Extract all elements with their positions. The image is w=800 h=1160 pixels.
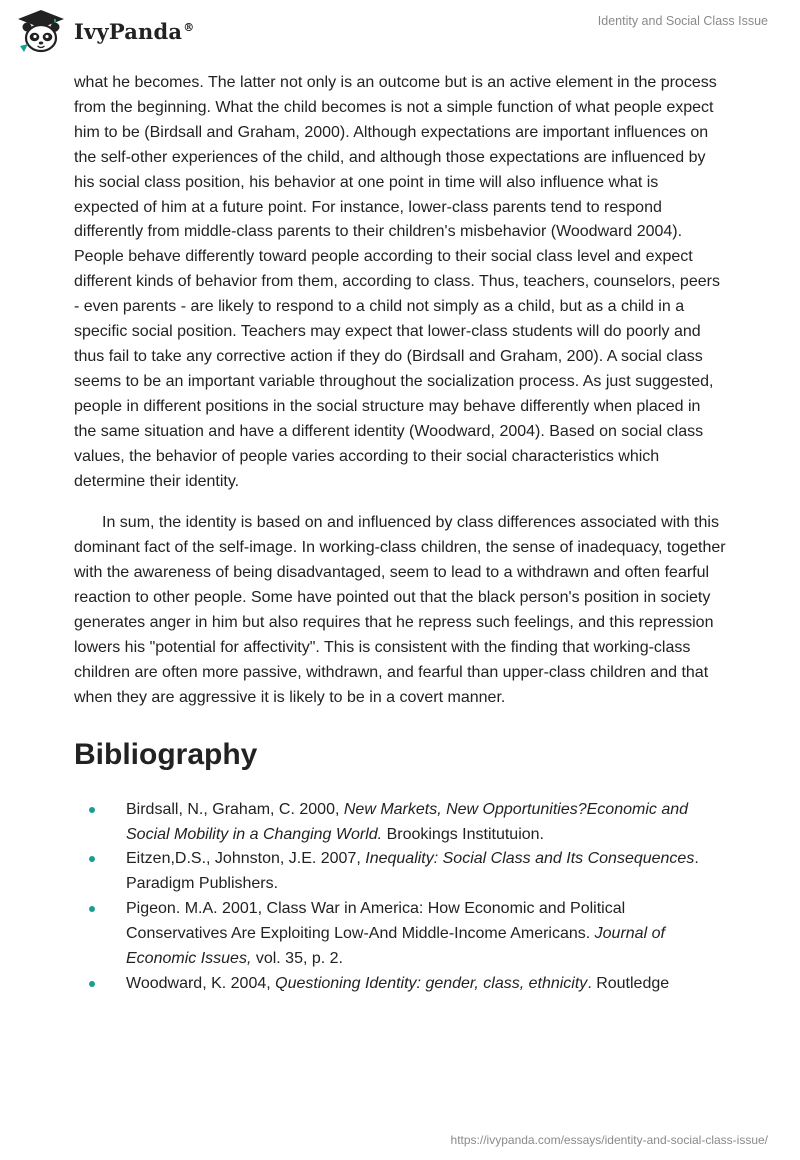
essay-paragraph: what he becomes. The latter not only is an outcome but is an active element in the process from the beginning. What the child becomes is not a simple function of what people expect him to be (Birdsall and Graham, 2000). Although expectations are important influences on the self-other experiences of the child, and although those expectations are influenced by his social class position, his behavior at one point in time will also influence what is expected of him at a future point. For instance, lower-class parents tend to respond differently from middle-class parents to their children's misbehavior (Woodward 2004). People behave differently toward people according to their social class level and expect different kinds of behavior from them, according to class. Thus, teachers, counselors, peers - even parents - are likely to respond to a child not simply as a child, but as a child in a specific social position. Teachers may expect that lower-class students will do poorly and thus fail to take any corrective action if they do (Birdsall and Graham, 200). A social class seems to be an important variable throughout the socialization process. As just suggested, people in different positions in the social structure may behave differently when placed in the same situation and have a different identity (Woodward, 2004). Based on social class values, the behavior of people varies according to their social characteristics which determine their identity. — [74, 74, 720, 490]
bibliography-item: Birdsall, N., Graham, C. 2000, New Markets, New Opportunities?Economic and Social Mobility in a Changing World. Brookings Institutuion. — [74, 798, 726, 848]
bullet-icon — [89, 807, 95, 813]
bullet-icon — [89, 981, 95, 987]
panda-graduate-icon — [14, 8, 68, 54]
bibliography-list — [74, 798, 726, 997]
bibliography-item: Pigeon. M.A. 2001, Class War in America: How Economic and Political Conservatives Are Exploiting Low-And Middle-Income Americans. Journal of Economic Issues, vol. 35, p. 2. — [74, 897, 726, 972]
bibliography-item: Eitzen,D.S., Johnston, J.E. 2007, Inequality: Social Class and Its Consequences. Paradigm Publishers. — [74, 847, 726, 897]
essay-paragraph: In sum, the identity is based on and influenced by class differences associated with this dominant fact of the self-image. In working-class children, the sense of inadequacy, together with the awareness of being disadvantaged, seem to lead to a withdrawn and often fearful reaction to other people. Some have pointed out that the black person's position in society generates anger in him but also requires that he repress such feelings, and this repression lowers his "potential for affectivity". This is consistent with the finding that working-class children are often more passive, withdrawn, and fearful than upper-class children and that when they are aggressive it is likely to be in a covert manner. — [74, 514, 726, 706]
essay-body — [74, 71, 726, 997]
document-title: Identity and Social Class Issue — [597, 14, 768, 28]
page-header — [0, 0, 800, 70]
bullet-icon — [89, 906, 95, 912]
bibliography-heading: Bibliography — [74, 737, 258, 771]
bibliography-item: Woodward, K. 2004, Questioning Identity: gender, class, ethnicity. Routledge — [74, 972, 726, 997]
logo-text: IvyPanda® — [74, 18, 195, 44]
ivypanda-logo[interactable] — [14, 8, 194, 54]
bullet-icon — [89, 856, 95, 862]
source-url-link[interactable]: https://ivypanda.com/essays/identity-and-social-class-issue/ — [450, 1133, 768, 1147]
